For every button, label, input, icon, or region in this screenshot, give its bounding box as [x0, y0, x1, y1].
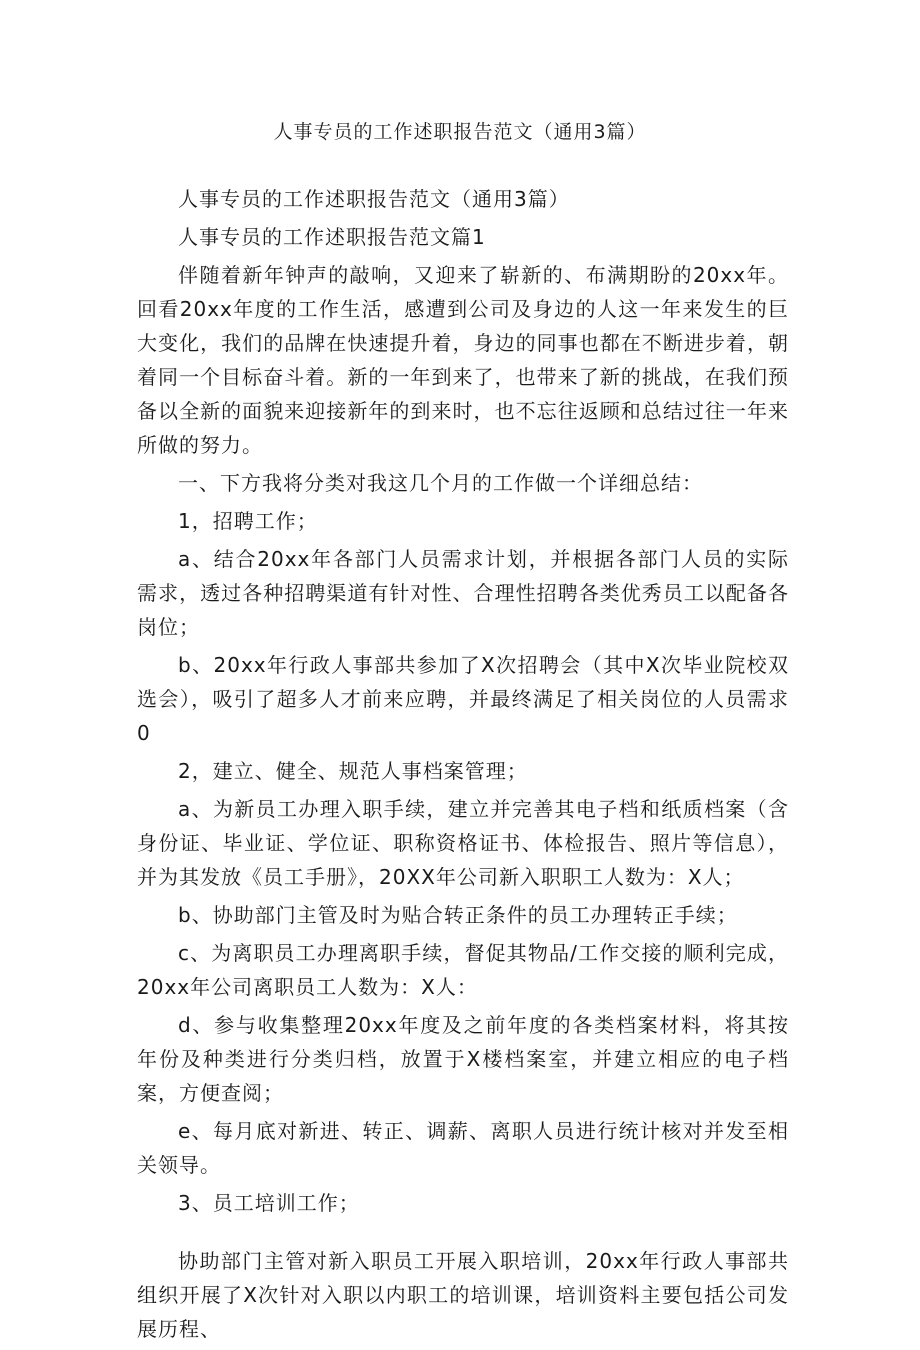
body-paragraph: 伴随着新年钟声的敲响，又迎来了崭新的、布满期盼的20xx年。回看20xx年度的工作生活，感遭到公司及身边的人这一年来发生的巨大变化，我们的品牌在快速提升着，身边的同事也都在不断进步着，朝着同一个目标奋斗着。新的一年到来了，也带来了新的挑战，在我们预备以全新的面貌来迎接新年的到来时，也不忘往返顾和总结过往一年来所做的努力。 — [137, 263, 789, 457]
list-heading: 1，招聘工作； — [178, 509, 318, 533]
list-item: d、参与收集整理20xx年度及之前年度的各类档案材料，将其按年份及种类进行分类归档，放置于X楼档案室，并建立相应的电子档案，方便查阅； — [137, 1013, 789, 1105]
document-body — [137, 182, 789, 1350]
list-item: a、为新员工办理入职手续，建立并完善其电子档和纸质档案（含身份证、毕业证、学位证、职称资格证书、体检报告、照片等信息），并为其发放《员工手册》，20XX年公司新入职职工人数为：X人； — [137, 797, 789, 889]
list-item: a、结合20xx年各部门人员需求计划，并根据各部门人员的实际需求，透过各种招聘渠道有针对性、合理性招聘各类优秀员工以配备各岗位； — [137, 547, 789, 639]
list-heading: 3、员工培训工作； — [178, 1191, 360, 1215]
list-heading: 2，建立、健全、规范人事档案管理； — [178, 759, 528, 783]
body-paragraph: 协助部门主管对新入职员工开展入职培训，20xx年行政人事部共组织开展了X次针对入职以内职工的培训课，培训资料主要包括公司发展历程、 — [137, 1249, 789, 1341]
document-title: 人事专员的工作述职报告范文（通用3篇） — [273, 121, 647, 143]
list-item: e、每月底对新进、转正、调薪、离职人员进行统计核对并发至相关领导。 — [137, 1119, 789, 1177]
body-paragraph: 一、下方我将分类对我这几个月的工作做一个详细总结： — [178, 471, 703, 495]
subtitle-paragraph: 人事专员的工作述职报告范文（通用3篇） — [178, 187, 570, 211]
section-heading: 人事专员的工作述职报告范文篇1 — [178, 225, 486, 249]
list-item: c、为离职员工办理离职手续，督促其物品/工作交接的顺利完成，20xx年公司离职员工人数为：X人： — [137, 941, 789, 999]
list-item: b、20xx年行政人事部共参加了X次招聘会（其中X次毕业院校双选会），吸引了超多人才前来应聘，并最终满足了相关岗位的人员需求0 — [137, 653, 789, 745]
list-item: b、协助部门主管及时为贴合转正条件的员工办理转正手续； — [178, 903, 738, 927]
